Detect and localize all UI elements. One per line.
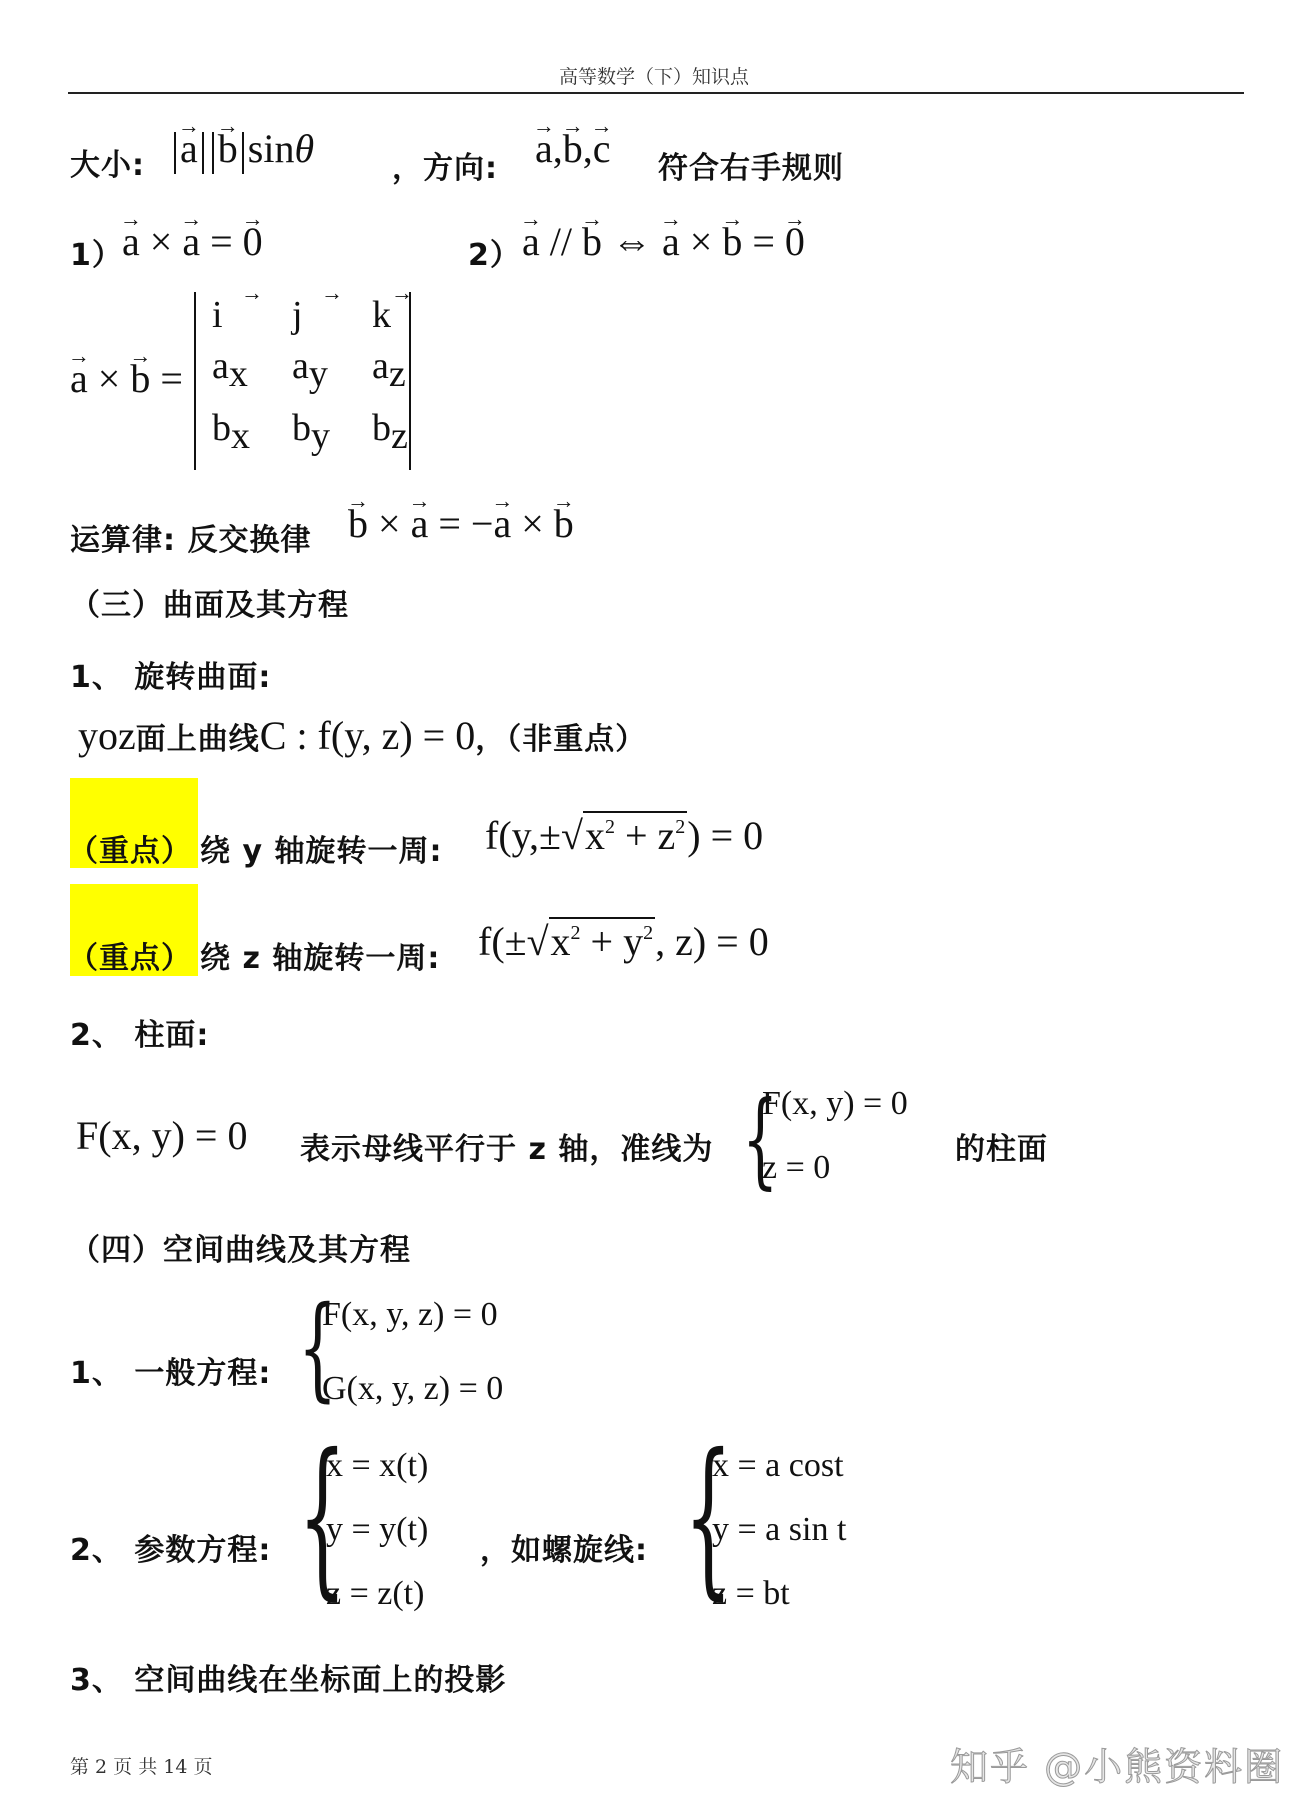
cyl-brace: { [742,1078,779,1200]
section4-item3: 3、 空间曲线在坐标面上的投影 [70,1663,507,1698]
key-tag-y: （重点） [68,834,192,869]
helix-eq-y: y = a sin t [712,1511,847,1548]
det-bx: bx [212,407,250,457]
prop1-label: 1） [70,238,123,273]
general-system [322,1278,503,1426]
determinant-lhs: → a × → b = [70,355,183,402]
helix-eq-z: z = bt [712,1575,790,1612]
det-az: az [372,345,406,395]
page-footer: 第 2 页 共 14 页 [70,1756,213,1778]
helix-text: ，如螺旋线: [480,1533,648,1568]
helix-eq-x: x = a cost [712,1447,844,1484]
section4-item2: 2、 参数方程: [70,1533,272,1568]
section3-title: （三）曲面及其方程 [70,588,349,623]
law-formula: → b × → a = −→ a × → b [348,500,574,547]
det-k: → k [372,296,432,334]
param-eq-z: z = z(t) [326,1575,425,1612]
prop1-formula: → a × → a = → 0 [122,218,263,265]
param-eq-x: x = x(t) [326,1447,429,1484]
rot-y-text: 绕 y 轴旋转一周: [200,834,443,869]
determinant-left-bar [194,292,196,470]
rot-y-formula: $f(y,\pm√x^2 + z^2) = 0$ [485,813,764,858]
curve-line: yoz面上曲线C : f(y, z) = 0，（非重点） [78,713,647,758]
key-tag-z: （重点） [68,941,192,976]
rot-z-formula: $f(\pm√x^2 + y^2$, z) = 0 [478,919,769,964]
determinant-matrix [212,296,432,458]
det-i: → i [212,296,292,334]
cyl-system [762,1072,908,1200]
section3-item1: 1、 旋转曲面: [70,660,272,695]
helix-system [712,1434,846,1626]
det-bz: bz [372,407,408,457]
section3-item2: 2、 柱面: [70,1018,210,1053]
param-brace: { [298,1418,347,1616]
section4-item1: 1、 一般方程: [70,1356,272,1391]
param-system [326,1434,428,1626]
section4-title: （四）空间曲线及其方程 [70,1233,411,1268]
det-by: by [292,407,330,457]
general-eq-1: F(x, y, z) = 0 [322,1296,498,1333]
direction-label: ，方向: [392,151,498,186]
cyl-eq-1: F(x, y) = 0 [762,1085,908,1122]
helix-brace: { [684,1418,733,1616]
cyl-eq-2: z = 0 [762,1149,831,1186]
law-label: 运算律: 反交换律 [70,523,312,558]
prop2-formula: → a // → b ⇔ → a × → b = → 0 [522,218,805,265]
general-eq-2: G(x, y, z) = 0 [322,1370,504,1407]
det-ay: ay [292,345,328,395]
direction-text: 符合右手规则 [658,151,844,186]
rot-z-text: 绕 z 轴旋转一周: [200,941,441,976]
watermark: 知乎 @小熊资料圈 [950,1745,1285,1789]
prop2-label: 2） [468,238,521,273]
det-ax: ax [212,345,248,395]
header-rule [68,92,1244,94]
magnitude-label: 大小: [70,148,145,183]
general-brace: { [298,1283,338,1413]
page-header-title: 高等数学（下）知识点 [558,66,749,88]
cyl-text: 表示母线平行于 z 轴，准线为 [300,1132,714,1167]
magnitude-formula: → a→ b sinθ [170,125,314,174]
cyl-formula: F(x, y) = 0 [76,1113,248,1158]
direction-vectors: → a,→ b,→ c [535,125,611,172]
param-eq-y: y = y(t) [326,1511,429,1548]
cyl-tail: 的柱面 [955,1132,1048,1167]
det-j: → j [292,296,372,334]
